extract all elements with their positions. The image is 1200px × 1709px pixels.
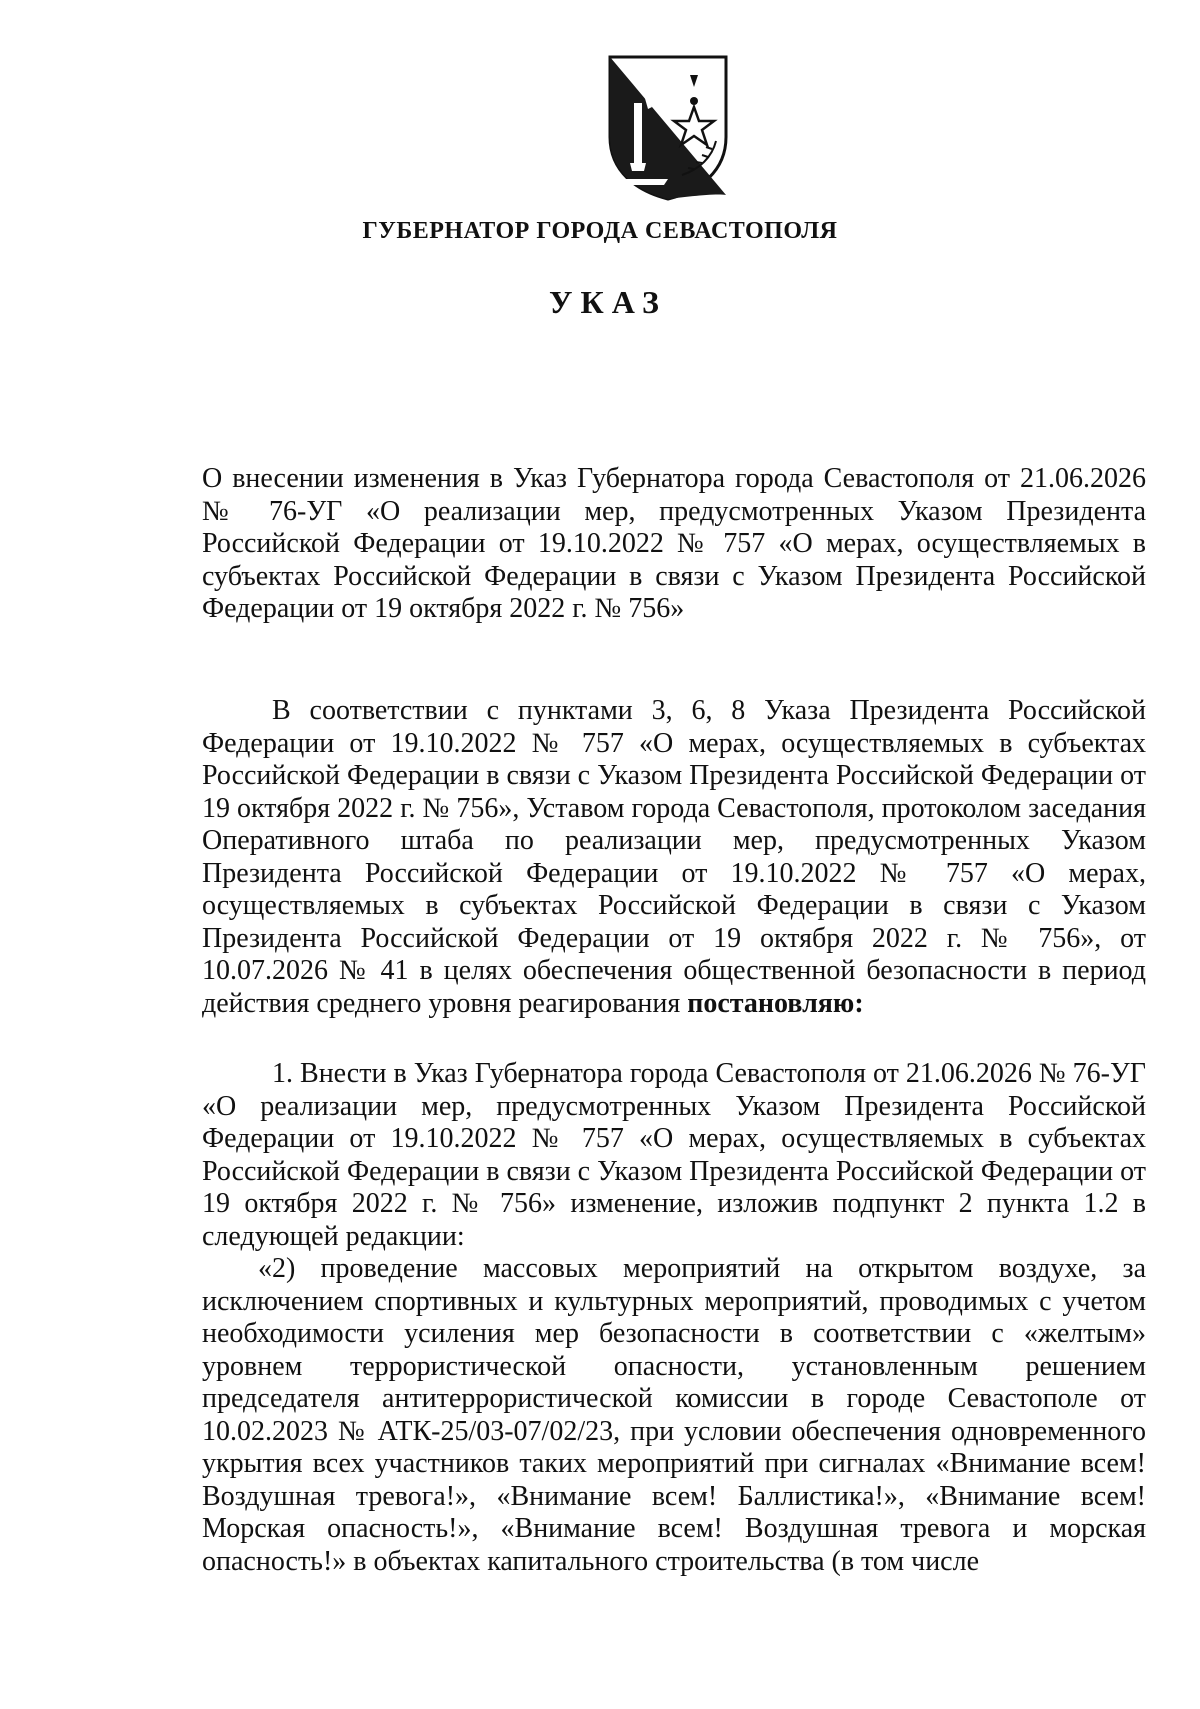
decree-word: постановляю: (687, 987, 864, 1019)
document-type-title: УКАЗ (549, 284, 667, 320)
issuing-authority: ГУБЕРНАТОР ГОРОДА СЕВАСТОПОЛЯ (362, 218, 838, 244)
item-1-quoted-text: «2) проведение массовых мероприятий на открытом воздухе, за исключением спортивных и культурных мероприятий, проводимых с учетом необходимости усиления мер безопасности в соответствии с «желтым» уровнем террористической опасности, установленным решением председателя антитеррористической комиссии в городе Севастополе от 10.02.2023 № АТК-25/03-07/02/23, при условии обеспечения одновременного укрытия всех участников таких мероприятий при сигналах «Внимание всем! Воздушная тревога!», «Внимание всем! Баллистика!», «Внимание всем! Морская опасность!», «Внимание всем! Воздушная тревога и морская опасность!» в объектах капитального строительства (в том числе (202, 1253, 1146, 1577)
document-subject: О внесении изменения в Указ Губернатора города Севастополя от 21.06.2026 № 76-УГ «О реализации мер, предусмотренных Указом Президента Российской Федерации от 19.10.2022 № 757 «О мерах, осуществляемых в субъектах Российской Федерации в связи с Указом Президента Российской Федерации от 19 октября 2022 г. № 756» (202, 463, 1146, 624)
preamble-paragraph (202, 695, 1146, 1020)
preamble-text: В соответствии с пунктами 3, 6, 8 Указа Президента Российской Федерации от 19.10.2022 № 757 «О мерах, осуществляемых в субъектах Российской Федерации в связи с Указом Президента Российской Федерации от 19 октября 2022 г. № 756», Уставом города Севастополя, протоколом заседания Оперативного штаба по реализации мер, предусмотренных Указом Президента Российской Федерации от 19.10.2022 № 757 «О мерах, осуществляемых в субъектах Российской Федерации в связи с Указом Президента Российской Федерации от 19 октября 2022 г. № 756», от 10.07.2026 № 41 в целях обеспечения общественной безопасности в период действия среднего уровня реагирования (202, 695, 1146, 1019)
coat-of-arms-icon (604, 45, 732, 201)
item-1-paragraph: 1. Внести в Указ Губернатора города Севастополя от 21.06.2026 № 76-УГ «О реализации мер, предусмотренных Указом Президента Российской Федерации от 19.10.2022 № 757 «О мерах, осуществляемых в субъектах Российской Федерации в связи с Указом Президента Российской Федерации от 19 октября 2022 г. № 756» изменение, изложив подпункт 2 пункта 1.2 в следующей редакции: (202, 1058, 1146, 1252)
